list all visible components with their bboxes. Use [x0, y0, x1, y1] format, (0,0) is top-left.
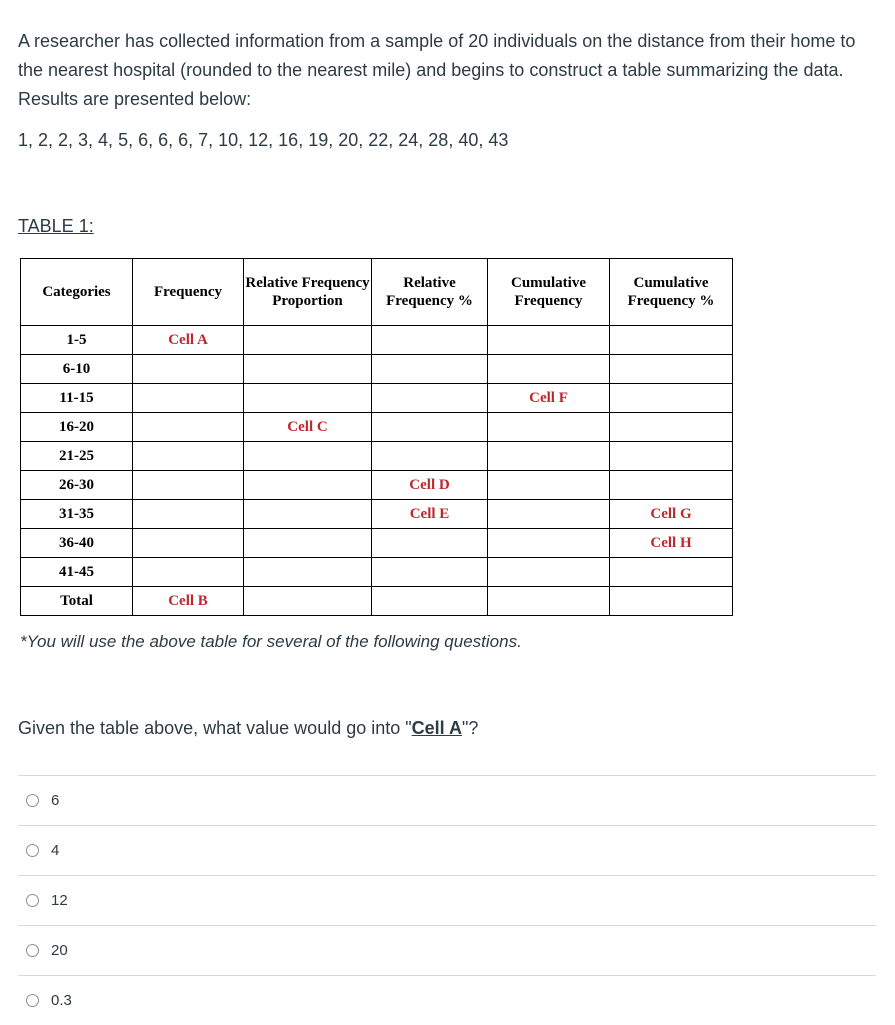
cell-frequency: Cell B — [133, 587, 244, 616]
answer-label[interactable]: 4 — [51, 842, 60, 859]
table-row — [21, 500, 733, 529]
cell-cum-freq-percent — [610, 355, 733, 384]
table-row — [21, 413, 733, 442]
cell-frequency — [133, 413, 244, 442]
table-row — [21, 442, 733, 471]
answer-label[interactable]: 0.3 — [51, 992, 72, 1009]
cell-frequency: Cell A — [133, 326, 244, 355]
dataset-values: 1, 2, 2, 3, 4, 5, 6, 6, 6, 7, 10, 12, 16, 19, 20, 22, 24, 28, 40, 43 — [18, 130, 509, 150]
cell-rel-freq-proportion: Cell C — [244, 413, 372, 442]
answer-options — [18, 775, 876, 1025]
answer-option[interactable] — [18, 775, 876, 825]
cell-cum-freq-percent — [610, 384, 733, 413]
cell-cum-freq-percent — [610, 442, 733, 471]
cell-frequency — [133, 384, 244, 413]
cell-cum-freq: Cell F — [488, 384, 610, 413]
cell-category: 36-40 — [21, 529, 133, 558]
cell-frequency — [133, 471, 244, 500]
cell-category: 26-30 — [21, 471, 133, 500]
cell-rel-freq-proportion — [244, 355, 372, 384]
cell-rel-freq-percent: Cell E — [372, 500, 488, 529]
cell-category: 11-15 — [21, 384, 133, 413]
cell-frequency — [133, 500, 244, 529]
radio-button[interactable] — [26, 994, 39, 1007]
cell-cum-freq — [488, 355, 610, 384]
cell-frequency — [133, 529, 244, 558]
cell-category: 16-20 — [21, 413, 133, 442]
header-frequency: Frequency — [133, 259, 244, 326]
radio-button[interactable] — [26, 944, 39, 957]
cell-rel-freq-proportion — [244, 529, 372, 558]
question-prefix: Given the table above, what value would go into " — [18, 718, 412, 738]
table-row — [21, 529, 733, 558]
answer-option[interactable] — [18, 875, 876, 925]
cell-cum-freq-percent — [610, 413, 733, 442]
table-row — [21, 558, 733, 587]
answer-label[interactable]: 6 — [51, 792, 60, 809]
cell-cum-freq-percent — [610, 326, 733, 355]
cell-cum-freq-percent — [610, 558, 733, 587]
answer-label[interactable]: 12 — [51, 892, 68, 909]
radio-button[interactable] — [26, 894, 39, 907]
table-title: TABLE 1: — [18, 216, 94, 236]
cell-frequency — [133, 355, 244, 384]
cell-rel-freq-proportion — [244, 326, 372, 355]
header-cumulative-frequency-percent: Cumulative Frequency % — [610, 259, 733, 326]
cell-cum-freq — [488, 442, 610, 471]
cell-rel-freq-percent — [372, 355, 488, 384]
frequency-table — [20, 258, 733, 616]
cell-rel-freq-proportion — [244, 442, 372, 471]
cell-rel-freq-percent — [372, 558, 488, 587]
radio-button[interactable] — [26, 794, 39, 807]
radio-button[interactable] — [26, 844, 39, 857]
cell-rel-freq-percent — [372, 529, 488, 558]
cell-frequency — [133, 442, 244, 471]
cell-category: 41-45 — [21, 558, 133, 587]
table-note: *You will use the above table for several of the following questions. — [20, 632, 522, 651]
table-row — [21, 326, 733, 355]
table-row — [21, 355, 733, 384]
table-header-row — [21, 259, 733, 326]
cell-rel-freq-percent: Cell D — [372, 471, 488, 500]
cell-cum-freq — [488, 587, 610, 616]
header-cumulative-frequency: Cumulative Frequency — [488, 259, 610, 326]
answer-option[interactable] — [18, 975, 876, 1025]
cell-cum-freq-percent: Cell G — [610, 500, 733, 529]
answer-label[interactable]: 20 — [51, 942, 68, 959]
question-suffix: "? — [462, 718, 479, 738]
cell-cum-freq — [488, 471, 610, 500]
cell-rel-freq-percent — [372, 587, 488, 616]
header-relative-frequency-proportion: Relative Frequency Proportion — [244, 259, 372, 326]
cell-rel-freq-proportion — [244, 500, 372, 529]
question-intro: A researcher has collected information from a sample of 20 individuals on the distance from their home to the nearest hospital (rounded to the nearest mile) and begins to construct a table summarizing the data. Results are presented below: — [18, 31, 856, 109]
cell-rel-freq-proportion — [244, 587, 372, 616]
cell-cum-freq — [488, 500, 610, 529]
cell-rel-freq-proportion — [244, 471, 372, 500]
cell-cum-freq — [488, 326, 610, 355]
cell-category: Total — [21, 587, 133, 616]
table-row — [21, 384, 733, 413]
cell-cum-freq — [488, 529, 610, 558]
question-text — [18, 718, 478, 739]
cell-frequency — [133, 558, 244, 587]
answer-option[interactable] — [18, 925, 876, 975]
cell-cum-freq — [488, 413, 610, 442]
cell-cum-freq-percent — [610, 471, 733, 500]
cell-category: 6-10 — [21, 355, 133, 384]
table-row — [21, 471, 733, 500]
cell-category: 1-5 — [21, 326, 133, 355]
table-row — [21, 587, 733, 616]
table-body — [21, 326, 733, 616]
cell-category: 31-35 — [21, 500, 133, 529]
cell-rel-freq-percent — [372, 442, 488, 471]
header-relative-frequency-percent: Relative Frequency % — [372, 259, 488, 326]
cell-cum-freq — [488, 558, 610, 587]
cell-cum-freq-percent: Cell H — [610, 529, 733, 558]
question-cell-reference: Cell A — [411, 718, 462, 738]
cell-rel-freq-percent — [372, 413, 488, 442]
cell-category: 21-25 — [21, 442, 133, 471]
answer-option[interactable] — [18, 825, 876, 875]
header-categories: Categories — [21, 259, 133, 326]
cell-rel-freq-percent — [372, 384, 488, 413]
cell-rel-freq-proportion — [244, 384, 372, 413]
cell-rel-freq-percent — [372, 326, 488, 355]
cell-cum-freq-percent — [610, 587, 733, 616]
cell-rel-freq-proportion — [244, 558, 372, 587]
